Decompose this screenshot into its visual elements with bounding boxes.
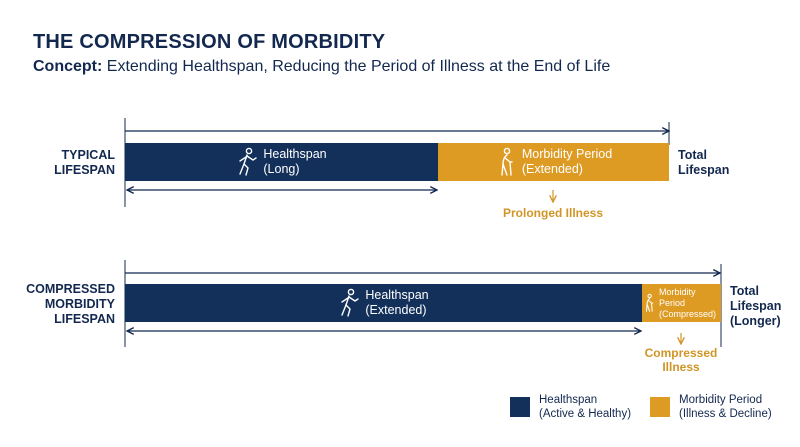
row1-label-line: TYPICAL	[61, 148, 115, 162]
legend-healthspan	[510, 393, 631, 421]
row1-total-line: Total	[678, 148, 707, 162]
row2-healthspan-title: Healthspan	[365, 288, 429, 302]
row1-morbidity-sub: (Extended)	[521, 162, 583, 176]
row1-healthspan-text	[263, 147, 326, 177]
elderly-person-with-cane-icon	[495, 147, 517, 177]
row2-total-label	[730, 284, 781, 329]
legend-healthspan-swatch	[510, 397, 530, 417]
elderly-person-with-cane-icon	[642, 290, 656, 316]
row1-healthspan-sub: (Long)	[263, 162, 300, 176]
concept-text: Extending Healthspan, Reducing the Period of Illness at the End of Life	[106, 58, 611, 75]
row2-healthspan-sub: (Extended)	[365, 303, 427, 317]
row2-total-line: Total	[730, 284, 759, 298]
row2-total-line: Lifespan	[730, 299, 782, 313]
row1-morbidity-title: Morbidity Period	[521, 147, 613, 161]
row2-label	[26, 282, 115, 327]
row1-morbidity-bar	[438, 143, 669, 181]
legend-morbidity-text	[679, 393, 772, 421]
row2-morbidity-line: Morbidity	[659, 286, 696, 297]
row2-healthspan-text	[365, 288, 428, 318]
row1-healthspan-bar	[125, 143, 438, 181]
row2-morbidity-line: (Compressed)	[659, 308, 717, 319]
row1-healthspan-title: Healthspan	[263, 147, 327, 161]
concept-label: Concept:	[33, 58, 103, 75]
row2-healthspan-bar	[125, 284, 642, 322]
row1-label	[54, 148, 115, 178]
row2-total-line: (Longer)	[730, 314, 781, 328]
row1-morbidity-text	[522, 147, 612, 177]
row1-total-line: Lifespan	[678, 163, 730, 177]
row2-note-line: Compressed	[644, 346, 718, 360]
legend-morbidity-swatch	[650, 397, 670, 417]
legend-healthspan-line: Healthspan	[539, 394, 598, 406]
row2-morbidity-text	[659, 287, 721, 320]
legend-morbidity	[650, 393, 772, 421]
row1-note-line: Prolonged Illness	[502, 206, 604, 220]
active-person-icon	[338, 288, 360, 318]
legend-morbidity-line: (Illness & Decline)	[679, 408, 772, 420]
row2-label-line: MORBIDITY	[44, 297, 115, 311]
row2-note-line: Illness	[662, 360, 700, 374]
row2-morbidity-line: Period	[659, 297, 686, 308]
legend-morbidity-line: Morbidity Period	[679, 394, 763, 406]
legend-healthspan-line: (Active & Healthy)	[539, 408, 632, 420]
row2-label-line: COMPRESSED	[26, 282, 115, 296]
row1-note	[483, 206, 623, 220]
active-person-icon	[236, 147, 258, 177]
row2-morbidity-bar	[642, 284, 721, 322]
legend-healthspan-text	[539, 393, 631, 421]
row1-label-line: LIFESPAN	[54, 163, 115, 177]
row2-note	[631, 346, 731, 374]
row1-total-label	[678, 148, 729, 178]
row2-label-line: LIFESPAN	[54, 312, 115, 326]
page-title: THE COMPRESSION OF MORBIDITY	[33, 31, 386, 53]
